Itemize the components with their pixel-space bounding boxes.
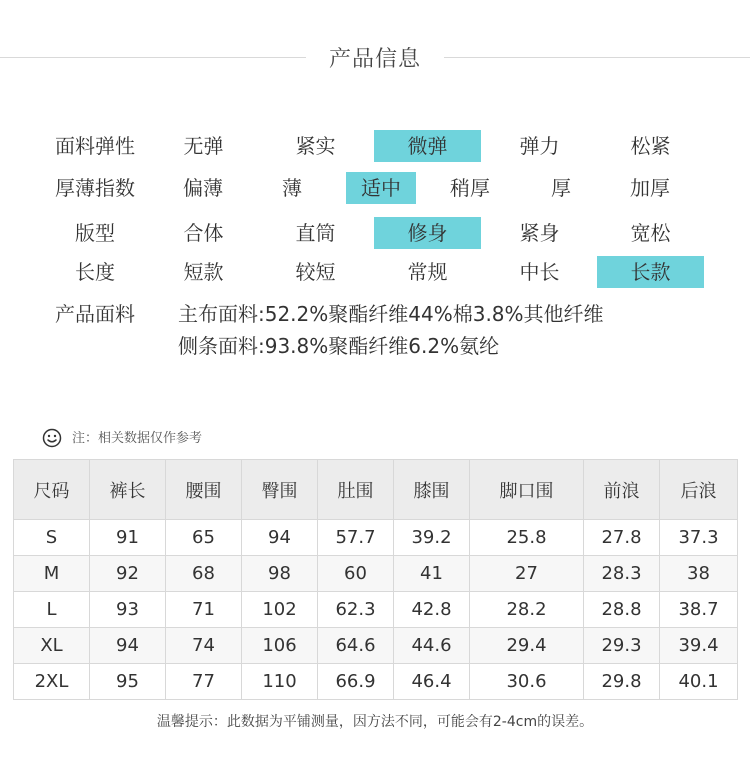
attribute-option: 偏薄 bbox=[183, 176, 223, 200]
column-header: 前浪 bbox=[584, 460, 660, 520]
measurement-cell: 68 bbox=[166, 556, 242, 592]
measurement-cell: 29.4 bbox=[470, 628, 584, 664]
attribute-option: 合体 bbox=[183, 221, 224, 245]
measurement-cell: 71 bbox=[166, 592, 242, 628]
section-header bbox=[0, 34, 750, 80]
measurement-cell: 62.3 bbox=[318, 592, 394, 628]
measurement-cell: 94 bbox=[242, 520, 318, 556]
measurement-cell: 41 bbox=[394, 556, 470, 592]
attribute-option: 松紧 bbox=[630, 134, 671, 158]
attribute-option: 加厚 bbox=[630, 176, 670, 200]
measurement-cell: 110 bbox=[242, 664, 318, 700]
column-header: 脚口围 bbox=[470, 460, 584, 520]
header-divider-right bbox=[444, 57, 750, 58]
attribute-option: 直筒 bbox=[295, 221, 336, 245]
measurement-cell: 28.8 bbox=[584, 592, 660, 628]
size-cell: 2XL bbox=[14, 664, 90, 700]
measurement-cell: 74 bbox=[166, 628, 242, 664]
main-fabric-text: 主布面料:52.2%聚酯纤维44%棉3.8%其他纤维 bbox=[178, 302, 604, 326]
column-header: 腰围 bbox=[166, 460, 242, 520]
measurement-cell: 64.6 bbox=[318, 628, 394, 664]
measurement-cell: 38 bbox=[660, 556, 738, 592]
attribute-option: 中长 bbox=[519, 260, 560, 284]
attribute-option: 常规 bbox=[407, 260, 448, 284]
attribute-option-selected: 修身 bbox=[374, 217, 481, 249]
smile-icon bbox=[42, 428, 62, 448]
measurement-cell: 28.3 bbox=[584, 556, 660, 592]
measurement-cell: 37.3 bbox=[660, 520, 738, 556]
attribute-row bbox=[0, 130, 750, 172]
measurement-cell: 39.2 bbox=[394, 520, 470, 556]
measurement-cell: 46.4 bbox=[394, 664, 470, 700]
measurement-cell: 29.3 bbox=[584, 628, 660, 664]
attribute-option-selected: 微弹 bbox=[374, 130, 481, 162]
table-row bbox=[14, 628, 738, 664]
attribute-option-selected: 适中 bbox=[346, 172, 416, 204]
measurement-cell: 77 bbox=[166, 664, 242, 700]
attribute-option: 厚 bbox=[551, 176, 571, 200]
size-cell: S bbox=[14, 520, 90, 556]
attribute-label: 长度 bbox=[75, 260, 115, 284]
measurement-cell: 93 bbox=[90, 592, 166, 628]
measurement-cell: 102 bbox=[242, 592, 318, 628]
table-header-row bbox=[14, 460, 738, 520]
attribute-row bbox=[0, 256, 750, 298]
measurement-cell: 39.4 bbox=[660, 628, 738, 664]
material-label: 产品面料 bbox=[55, 302, 135, 326]
attribute-option: 紧实 bbox=[295, 134, 336, 158]
table-row bbox=[14, 592, 738, 628]
measurement-cell: 91 bbox=[90, 520, 166, 556]
attribute-option: 紧身 bbox=[519, 221, 560, 245]
attribute-option-selected: 长款 bbox=[597, 256, 704, 288]
header-divider-left bbox=[0, 57, 306, 58]
measurement-cell: 66.9 bbox=[318, 664, 394, 700]
attribute-option: 无弹 bbox=[183, 134, 224, 158]
measurement-tip: 温馨提示：此数据为平铺测量，因方法不同，可能会有2-4cm的误差。 bbox=[156, 714, 594, 730]
table-row bbox=[14, 556, 738, 592]
measurement-cell: 60 bbox=[318, 556, 394, 592]
column-header: 膝围 bbox=[394, 460, 470, 520]
attribute-row bbox=[0, 172, 750, 214]
column-header: 后浪 bbox=[660, 460, 738, 520]
table-row bbox=[14, 664, 738, 700]
attribute-option: 稍厚 bbox=[450, 176, 490, 200]
measurement-cell: 106 bbox=[242, 628, 318, 664]
column-header: 尺码 bbox=[14, 460, 90, 520]
section-title: 产品信息 bbox=[328, 47, 421, 72]
measurement-cell: 92 bbox=[90, 556, 166, 592]
size-cell: XL bbox=[14, 628, 90, 664]
attribute-option: 宽松 bbox=[630, 221, 671, 245]
measurement-cell: 38.7 bbox=[660, 592, 738, 628]
attribute-option: 短款 bbox=[183, 260, 224, 284]
size-cell: M bbox=[14, 556, 90, 592]
attribute-label: 厚薄指数 bbox=[55, 176, 135, 200]
measurement-cell: 40.1 bbox=[660, 664, 738, 700]
measurement-cell: 30.6 bbox=[470, 664, 584, 700]
attribute-label: 版型 bbox=[75, 221, 115, 245]
measurement-cell: 27.8 bbox=[584, 520, 660, 556]
attribute-label: 面料弹性 bbox=[55, 134, 135, 158]
measurement-cell: 28.2 bbox=[470, 592, 584, 628]
column-header: 臀围 bbox=[242, 460, 318, 520]
size-cell: L bbox=[14, 592, 90, 628]
note-text: 注：相关数据仅作参考 bbox=[72, 431, 203, 446]
measurement-cell: 57.7 bbox=[318, 520, 394, 556]
side-fabric-text: 侧条面料:93.8%聚酯纤维6.2%氨纶 bbox=[178, 334, 500, 358]
measurement-cell: 98 bbox=[242, 556, 318, 592]
measurement-cell: 95 bbox=[90, 664, 166, 700]
column-header: 裤长 bbox=[90, 460, 166, 520]
measurement-cell: 29.8 bbox=[584, 664, 660, 700]
attribute-option: 较短 bbox=[295, 260, 336, 284]
table-body bbox=[14, 520, 738, 700]
measurement-cell: 94 bbox=[90, 628, 166, 664]
table-row bbox=[14, 520, 738, 556]
attribute-option: 薄 bbox=[282, 176, 302, 200]
measurement-cell: 27 bbox=[470, 556, 584, 592]
column-header: 肚围 bbox=[318, 460, 394, 520]
measurement-cell: 65 bbox=[166, 520, 242, 556]
attribute-option: 弹力 bbox=[519, 134, 560, 158]
measurement-cell: 42.8 bbox=[394, 592, 470, 628]
measurement-cell: 25.8 bbox=[470, 520, 584, 556]
measurement-cell: 44.6 bbox=[394, 628, 470, 664]
attribute-row bbox=[0, 217, 750, 259]
size-table bbox=[13, 459, 738, 700]
attribute-list bbox=[0, 130, 750, 298]
